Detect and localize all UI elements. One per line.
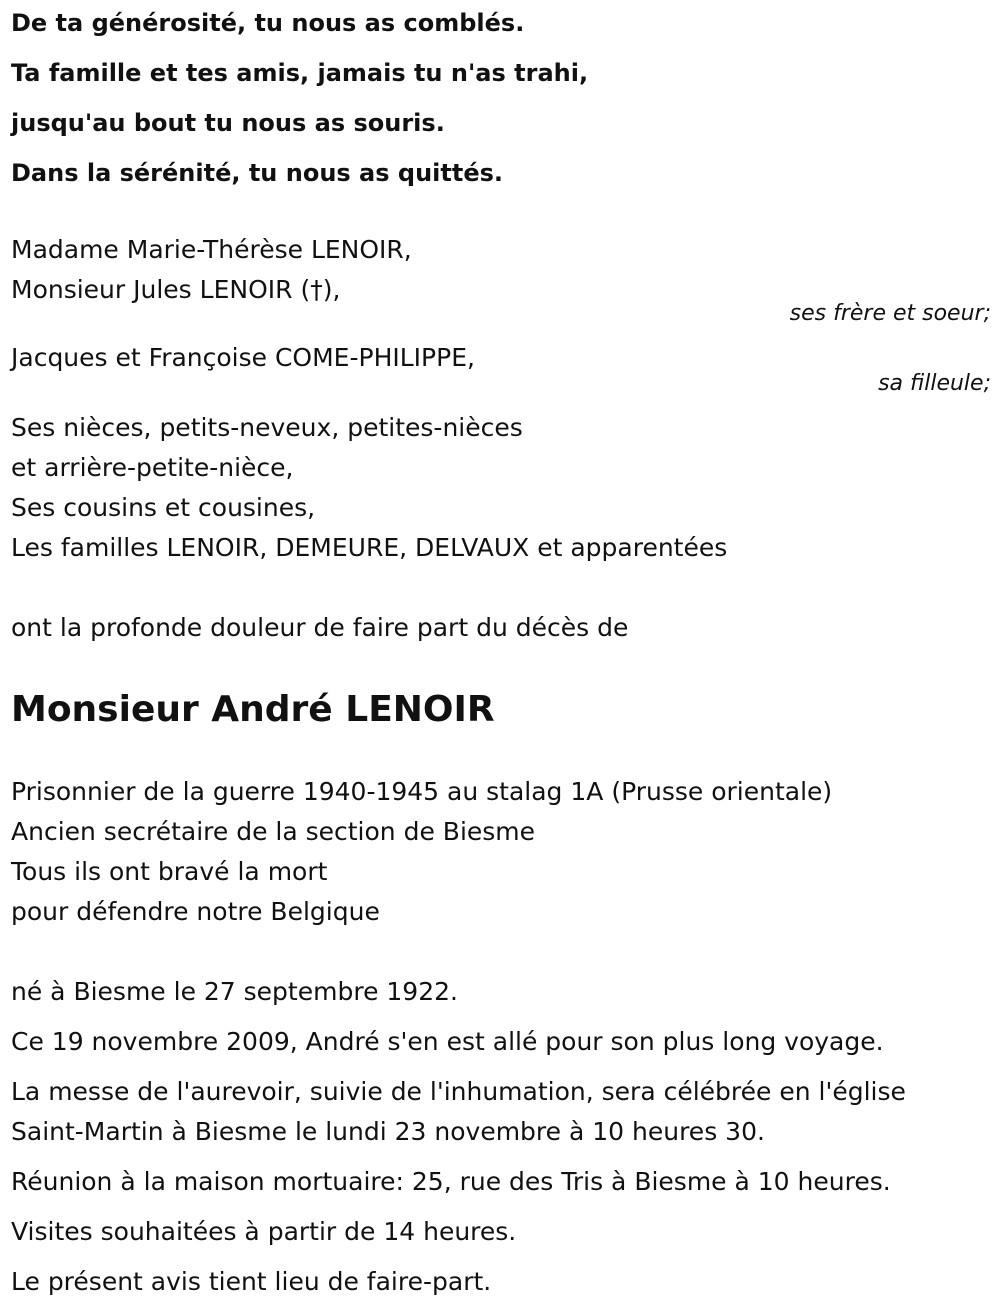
mass-info: La messe de l'aurevoir, suivie de l'inhumation, sera célébrée en l'église xyxy=(11,1077,906,1106)
death-info: Ce 19 novembre 2009, André s'en est allé pour son plus long voyage. xyxy=(11,1027,884,1056)
death-notice xyxy=(11,8,991,1302)
tribute-line: Ancien secrétaire de la section de Biesme xyxy=(11,817,536,846)
relatives-line: Ses nièces, petits-neveux, petites-nièces xyxy=(11,413,523,442)
relatives-line: Ses cousins et cousines, xyxy=(11,493,316,522)
relation-label: ses frère et soeur; xyxy=(789,301,991,326)
notice-info: Le présent avis tient lieu de faire-part. xyxy=(11,1267,492,1296)
tribute-line: pour défendre notre Belgique xyxy=(11,897,380,926)
birth-info: né à Biesme le 27 septembre 1922. xyxy=(11,977,458,1006)
relation-label: sa filleule; xyxy=(878,371,991,396)
tribute-line: Prisonnier de la guerre 1940-1945 au stalag 1A (Prusse orientale) xyxy=(11,777,833,806)
meeting-info: Réunion à la maison mortuaire: 25, rue des Tris à Biesme à 10 heures. xyxy=(11,1167,891,1196)
sibling-name: Madame Marie-Thérèse LENOIR, xyxy=(11,235,412,264)
deceased-name: Monsieur André LENOIR xyxy=(11,689,495,730)
visits-info: Visites souhaitées à partir de 14 heures. xyxy=(11,1217,517,1246)
goddaughter-name: Jacques et Françoise COME-PHILIPPE, xyxy=(11,343,475,372)
family-list xyxy=(11,230,991,568)
tribute xyxy=(11,772,991,932)
relatives-line: Les familles LENOIR, DEMEURE, DELVAUX et apparentées xyxy=(11,533,728,562)
poem xyxy=(11,8,991,188)
announcement: ont la profonde douleur de faire part du décès de xyxy=(11,613,629,642)
poem-line: Ta famille et tes amis, jamais tu n'as trahi, xyxy=(11,59,589,87)
poem-line: Dans la sérénité, tu nous as quittés. xyxy=(11,159,503,187)
mass-info: Saint-Martin à Biesme le lundi 23 novembre à 10 heures 30. xyxy=(11,1117,765,1146)
sibling-name: Monsieur Jules LENOIR (†), xyxy=(11,275,341,304)
poem-line: De ta générosité, tu nous as comblés. xyxy=(11,9,525,37)
details xyxy=(11,972,991,1302)
tribute-line: Tous ils ont bravé la mort xyxy=(11,857,328,886)
relatives-line: et arrière-petite-nièce, xyxy=(11,453,294,482)
poem-line: jusqu'au bout tu nous as souris. xyxy=(11,109,445,137)
